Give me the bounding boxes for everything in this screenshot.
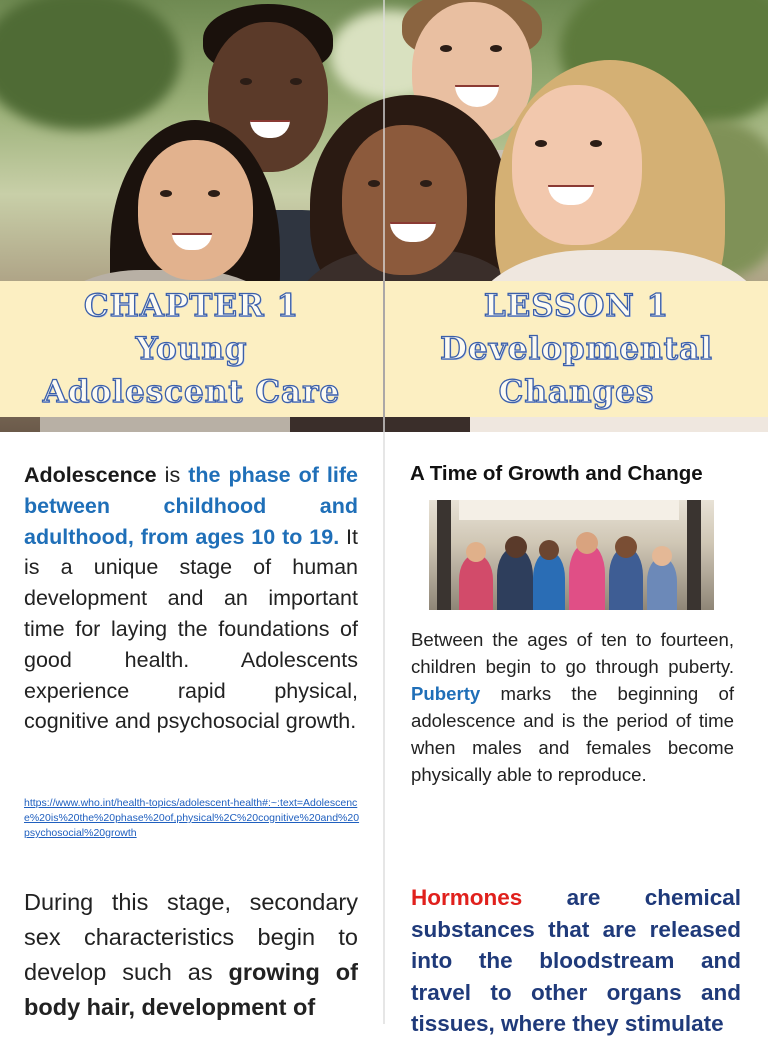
secondary-characteristics-paragraph	[24, 885, 358, 1025]
puberty-term: Puberty	[411, 683, 481, 704]
secondary-characteristics-text: During this stage, secondary sex characteristics begin to develop such as	[24, 889, 358, 985]
adolescence-definition: the phase of life between childhood and adulthood, from ages 10 to 19.	[24, 463, 358, 549]
hormones-definition: are chemical substances that are released into the bloodstream and travel to other organs and tissues, where they stimulate	[411, 885, 741, 1036]
lesson-title-line-2: Changes	[498, 373, 655, 410]
lesson-title-line-1: Developmental	[440, 330, 713, 367]
children-running-photo	[429, 500, 714, 610]
chapter-title-banner	[0, 281, 383, 417]
section-heading: A Time of Growth and Change	[410, 462, 703, 485]
adolescence-description: It is a unique stage of human development and an important time for laying the foundations of good health. Adolescents experience rapid physical, cognitive and psychosocial growth.	[24, 524, 359, 734]
lesson-title-banner	[385, 281, 768, 417]
puberty-paragraph	[411, 626, 734, 788]
chapter-title-line-1: Young	[135, 330, 248, 367]
who-source-link[interactable]: https://www.who.int/health-topics/adolescent-health#:~:text=Adolescence%20is%20the%20phase%20of,physical%2C%20cognitive%20and%20psychosocial%20growth	[24, 797, 360, 839]
puberty-definition-text: marks the beginning of adolescence and is the period of time when males and females become physically able to reproduce.	[411, 683, 734, 785]
page-divider	[383, 0, 385, 1024]
adolescence-term: Adolescence	[24, 463, 157, 487]
is-word: is	[156, 463, 189, 487]
chapter-number: CHAPTER 1	[83, 287, 300, 324]
chapter-title-line-2: Adolescent Care	[42, 373, 341, 410]
secondary-characteristics-examples: growing of body hair, development of	[24, 959, 358, 1020]
lesson-number: LESSON 1	[483, 287, 670, 324]
puberty-intro-text: Between the ages of ten to fourteen, children begin to go through puberty.	[411, 629, 734, 677]
adolescence-definition-paragraph	[24, 460, 358, 737]
hormones-term: Hormones	[411, 885, 523, 910]
hormones-paragraph	[411, 882, 741, 1040]
